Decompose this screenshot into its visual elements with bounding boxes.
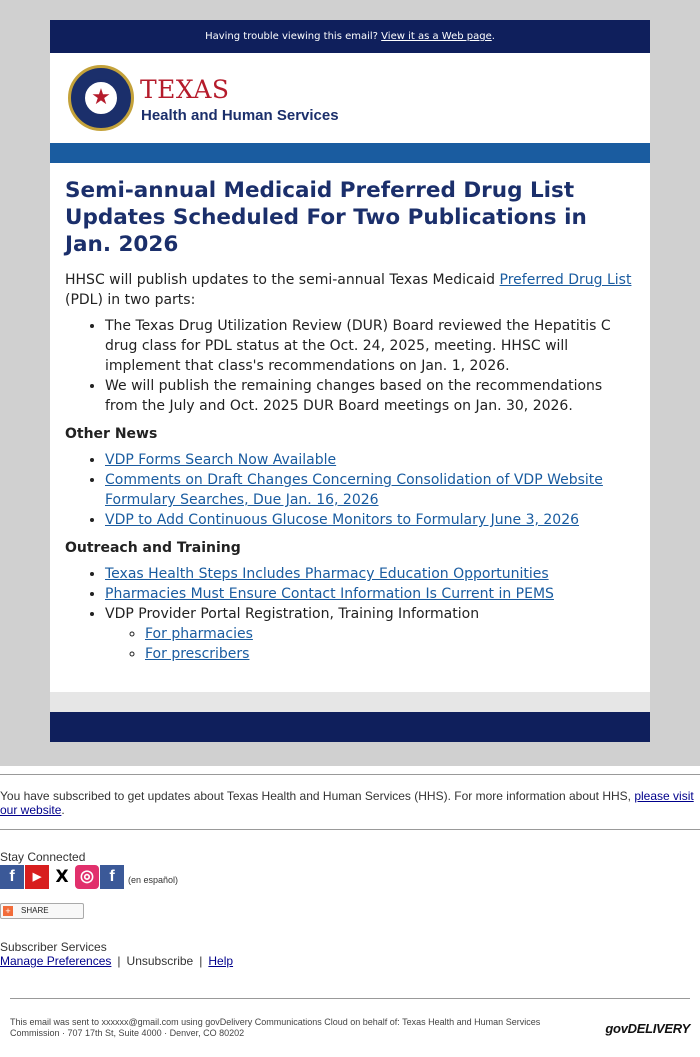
logo-texas-text: TEXAS — [140, 75, 230, 104]
other-news-list — [65, 450, 635, 530]
list-item — [105, 584, 635, 604]
logo-hhs-text: Health and Human Services — [141, 107, 339, 124]
list-item — [145, 624, 635, 644]
headline: Semi-annual Medicaid Preferred Drug List Updates Scheduled For Two Publications in Jan. 2026 — [65, 178, 587, 257]
header-divider — [50, 143, 650, 163]
comments-draft-link[interactable]: Comments on Draft Changes Concerning Consolidation of VDP Website Formulary Searches, Due Jan. 16, 2026 — [105, 472, 603, 508]
outreach-list — [65, 564, 635, 664]
view-web-link[interactable]: View it as a Web page — [381, 31, 492, 42]
legal-notice — [10, 998, 690, 1057]
glucose-monitors-link[interactable]: VDP to Add Continuous Glucose Monitors to Formulary June 3, 2026 — [105, 512, 580, 528]
intro-paragraph: HHSC will publish updates to the semi-annual Texas Medicaid Preferred Drug List (PDL) in two parts: — [65, 272, 632, 308]
visit-website-link[interactable]: please visit our website — [0, 789, 694, 817]
x-icon[interactable]: X — [50, 865, 74, 889]
share-icon: + — [3, 906, 13, 916]
email-body — [50, 163, 650, 692]
stay-connected-label: Stay Connected — [0, 850, 86, 864]
list-item — [105, 564, 635, 584]
legal-text: This email was sent to xxxxxx@gmail.com using govDelivery Communications Cloud on behalf of: Texas Health and Human Services Commission · 707 17th St, Suite 4000 · Denver, CO 80202 — [10, 1017, 541, 1038]
social-icons — [0, 865, 700, 889]
list-item — [105, 470, 635, 510]
unsubscribe-link[interactable]: Unsubscribe — [126, 954, 194, 968]
subscription-footer — [0, 766, 700, 1057]
pharmacies-link[interactable]: For pharmacies — [145, 626, 253, 642]
facebook-icon[interactable]: f — [0, 865, 24, 889]
texas-seal-icon: ★ — [68, 65, 134, 131]
list-item — [105, 604, 635, 664]
share-label: SHARE — [21, 906, 49, 915]
share-button[interactable] — [0, 903, 84, 919]
prescribers-link[interactable]: For prescribers — [145, 646, 250, 662]
other-news-heading: Other News — [65, 426, 158, 442]
update-list — [65, 316, 635, 416]
footer-gray-bar — [50, 692, 650, 712]
view-web-bar: Having trouble viewing this email? View it as a Web page. — [50, 20, 650, 53]
thsteps-link[interactable]: Texas Health Steps Includes Pharmacy Education Opportunities — [105, 566, 549, 582]
subscribed-notice: You have subscribed to get updates about Texas Health and Human Services (HHS). For more information about HHS, please visit our website. — [0, 789, 694, 817]
list-item — [105, 450, 635, 470]
manage-preferences-link[interactable]: Manage Preferences — [0, 954, 112, 968]
pdl-link[interactable]: Preferred Drug List — [499, 272, 632, 288]
help-link[interactable]: Help — [208, 954, 234, 968]
pems-link[interactable]: Pharmacies Must Ensure Contact Information Is Current in PEMS — [105, 586, 554, 602]
govdelivery-logo: govDELIVERY — [605, 1021, 690, 1036]
list-item — [105, 510, 635, 530]
list-item: • The Texas Drug Utilization Review (DUR) Board reviewed the Hepatitis C drug class for PDL status at the Oct. 24, 2025, meeting. HHSC will implement that class's recommendations on Jan. 1, 2026. — [105, 316, 635, 376]
footer-navy-bar — [50, 712, 650, 742]
facebook-espanol-icon[interactable]: f — [100, 865, 124, 889]
vdp-forms-link[interactable]: VDP Forms Search Now Available — [105, 452, 337, 468]
outreach-heading: Outreach and Training — [65, 540, 241, 556]
portal-sublist — [105, 624, 635, 664]
subscriber-services: Subscriber Services Manage Preferences | Unsubscribe | Help — [0, 940, 700, 968]
email-container — [50, 20, 650, 742]
list-item: • We will publish the remaining changes based on the recommendations from the July and Oct. 2025 DUR Board meetings on Jan. 30, 2026. — [105, 376, 635, 416]
instagram-icon[interactable]: ◎ — [75, 865, 99, 889]
subscriber-services-label: Subscriber Services — [0, 940, 107, 954]
hhs-logo — [50, 53, 650, 143]
youtube-icon[interactable]: ▶ — [25, 865, 49, 889]
trouble-text: Having trouble viewing this email? — [205, 31, 378, 42]
portal-text: VDP Provider Portal Registration, Training Information — [105, 606, 480, 622]
en-espanol-label: (en español) — [128, 875, 179, 885]
list-item — [145, 644, 635, 664]
